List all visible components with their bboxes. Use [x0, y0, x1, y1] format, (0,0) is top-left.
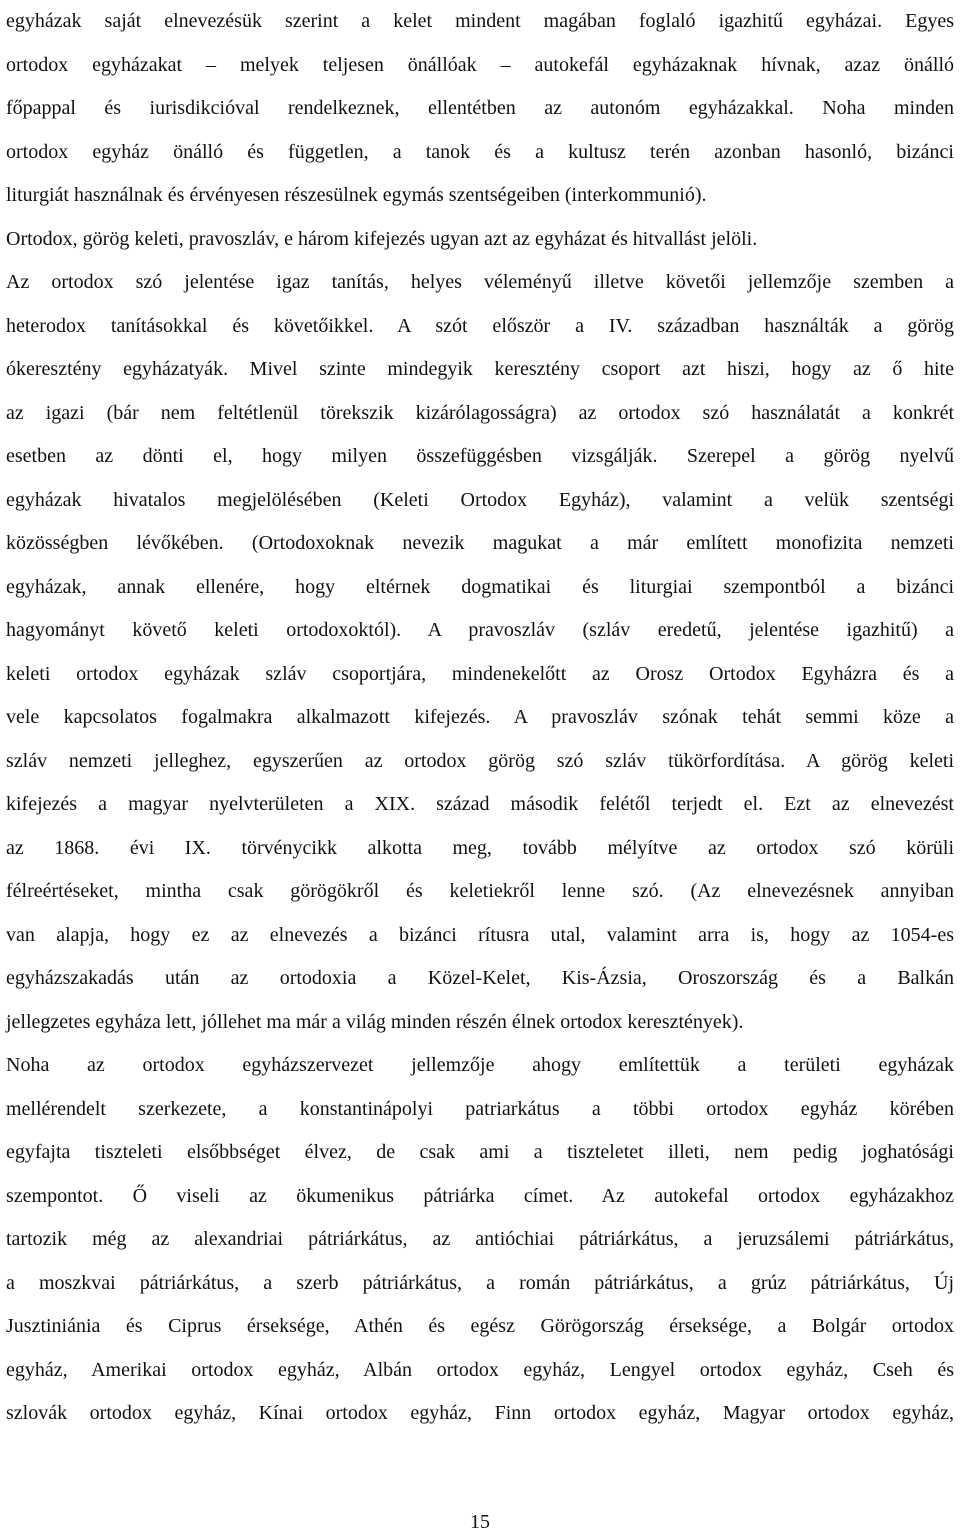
- text-line: egyház, Amerikai ortodox egyház, Albán ortodox egyház, Lengyel ortodox egyház, Cseh és: [6, 1358, 954, 1381]
- text-line: ortodox egyházakat – melyek teljesen önállóak – autokefál egyházaknak hívnak, azaz önálló: [6, 53, 954, 76]
- text-line: az igazi (bár nem feltétlenül törekszik kizárólagosságra) az ortodox szó használatát a konkrét: [6, 401, 954, 424]
- text-line: Noha az ortodox egyházszervezet jellemzője ahogy említettük a területi egyházak: [6, 1054, 954, 1076]
- text-line: egyházak, annak ellenére, hogy eltérnek dogmatikai és liturgiai szempontból a bizánci: [6, 575, 954, 598]
- text-line: egyfajta tiszteleti elsőbbséget élvez, de csak ami a tiszteletet illeti, nem pedig joghatósági: [6, 1141, 954, 1163]
- text-line: szempontot. Ő viseli az ökumenikus pátriárka címet. Az autokefal ortodox egyházakhoz: [6, 1184, 954, 1207]
- text-line: vele kapcsolatos fogalmakra alkalmazott kifejezés. A pravoszláv szónak tehát semmi köze a: [6, 706, 954, 728]
- text-line: szláv nemzeti jelleghez, egyszerűen az ortodox görög szó szláv tükörfordítása. A görög keleti: [6, 749, 954, 772]
- text-line: heterodox tanításokkal és követőikkel. A szót először a IV. században használták a görög: [6, 314, 954, 337]
- text-line: mellérendelt szerkezete, a konstantinápolyi patriarkátus a többi ortodox egyház körében: [6, 1097, 954, 1120]
- text-line: főpappal és iurisdikcióval rendelkeznek, ellentétben az autonóm egyházakkal. Noha minden: [6, 97, 954, 119]
- text-line: Ortodox, görög keleti, pravoszláv, e három kifejezés ugyan azt az egyházat és hitvallást jelöli.: [6, 227, 758, 250]
- text-line: jellegzetes egyháza lett, jóllehet ma már a világ minden részén élnek ortodox keresztények).: [6, 1010, 744, 1033]
- text-line: egyházak hivatalos megjelölésében (Keleti Ortodox Egyház), valamint a velük szentségi: [6, 488, 954, 511]
- text-line: kifejezés a magyar nyelvterületen a XIX. század második felétől terjedt el. Ezt az elnevezést: [6, 793, 954, 815]
- text-line: liturgiát használnak és érvényesen részesülnek egymás szentségeiben (interkommunió).: [6, 184, 707, 206]
- page-number: 15: [470, 1511, 490, 1533]
- text-line: félreértéseket, mintha csak görögökről és keletiekről lenne szó. (Az elnevezésnek annyiban: [6, 880, 954, 902]
- text-line: tartozik még az alexandriai pátriárkátus, az antióchiai pátriárkátus, a jeruzsálemi pátriárkátus,: [6, 1228, 954, 1250]
- text-line: egyházak saját elnevezésük szerint a kelet mindent magában foglaló igazhitű egyházai. Egyes: [6, 10, 954, 32]
- text-line: az 1868. évi IX. törvénycikk alkotta meg, tovább mélyítve az ortodox szó körüli: [6, 836, 954, 859]
- text-line: hagyományt követő keleti ortodoxoktól). A pravoszláv (szláv eredetű, jelentése igazhitű) a: [6, 619, 954, 641]
- text-line: ókeresztény egyházatyák. Mivel szinte mindegyik keresztény csoport azt hiszi, hogy az ő hite: [6, 358, 954, 380]
- text-line: a moszkvai pátriárkátus, a szerb pátriárkátus, a román pátriárkátus, a grúz pátriárkátus, Új: [6, 1271, 954, 1294]
- text-line: szlovák ortodox egyház, Kínai ortodox egyház, Finn ortodox egyház, Magyar ortodox egyház,: [6, 1402, 954, 1424]
- text-line: Az ortodox szó jelentése igaz tanítás, helyes véleményű illetve követői jellemzője szemben a: [6, 271, 954, 293]
- text-line: Jusztiniánia és Ciprus érseksége, Athén és egész Görögország érseksége, a Bolgár ortodox: [6, 1315, 954, 1337]
- text-line: esetben az dönti el, hogy milyen összefüggésben vizsgálják. Szerepel a görög nyelvű: [6, 445, 954, 467]
- text-line: egyházszakadás után az ortodoxia a Közel-Kelet, Kis-Ázsia, Oroszország és a Balkán: [6, 967, 954, 989]
- text-line: közösségben lévőkében. (Ortodoxoknak nevezik magukat a már említett monofizita nemzeti: [6, 532, 954, 554]
- body-text: [6, 0, 954, 1436]
- text-line: keleti ortodox egyházak szláv csoportjára, mindenekelőtt az Orosz Ortodox Egyházra és a: [6, 662, 954, 685]
- text-line: van alapja, hogy ez az elnevezés a bizánci rítusra utal, valamint arra is, hogy az 1054-es: [6, 923, 954, 946]
- text-line: ortodox egyház önálló és független, a tanok és a kultusz terén azonban hasonló, bizánci: [6, 140, 954, 163]
